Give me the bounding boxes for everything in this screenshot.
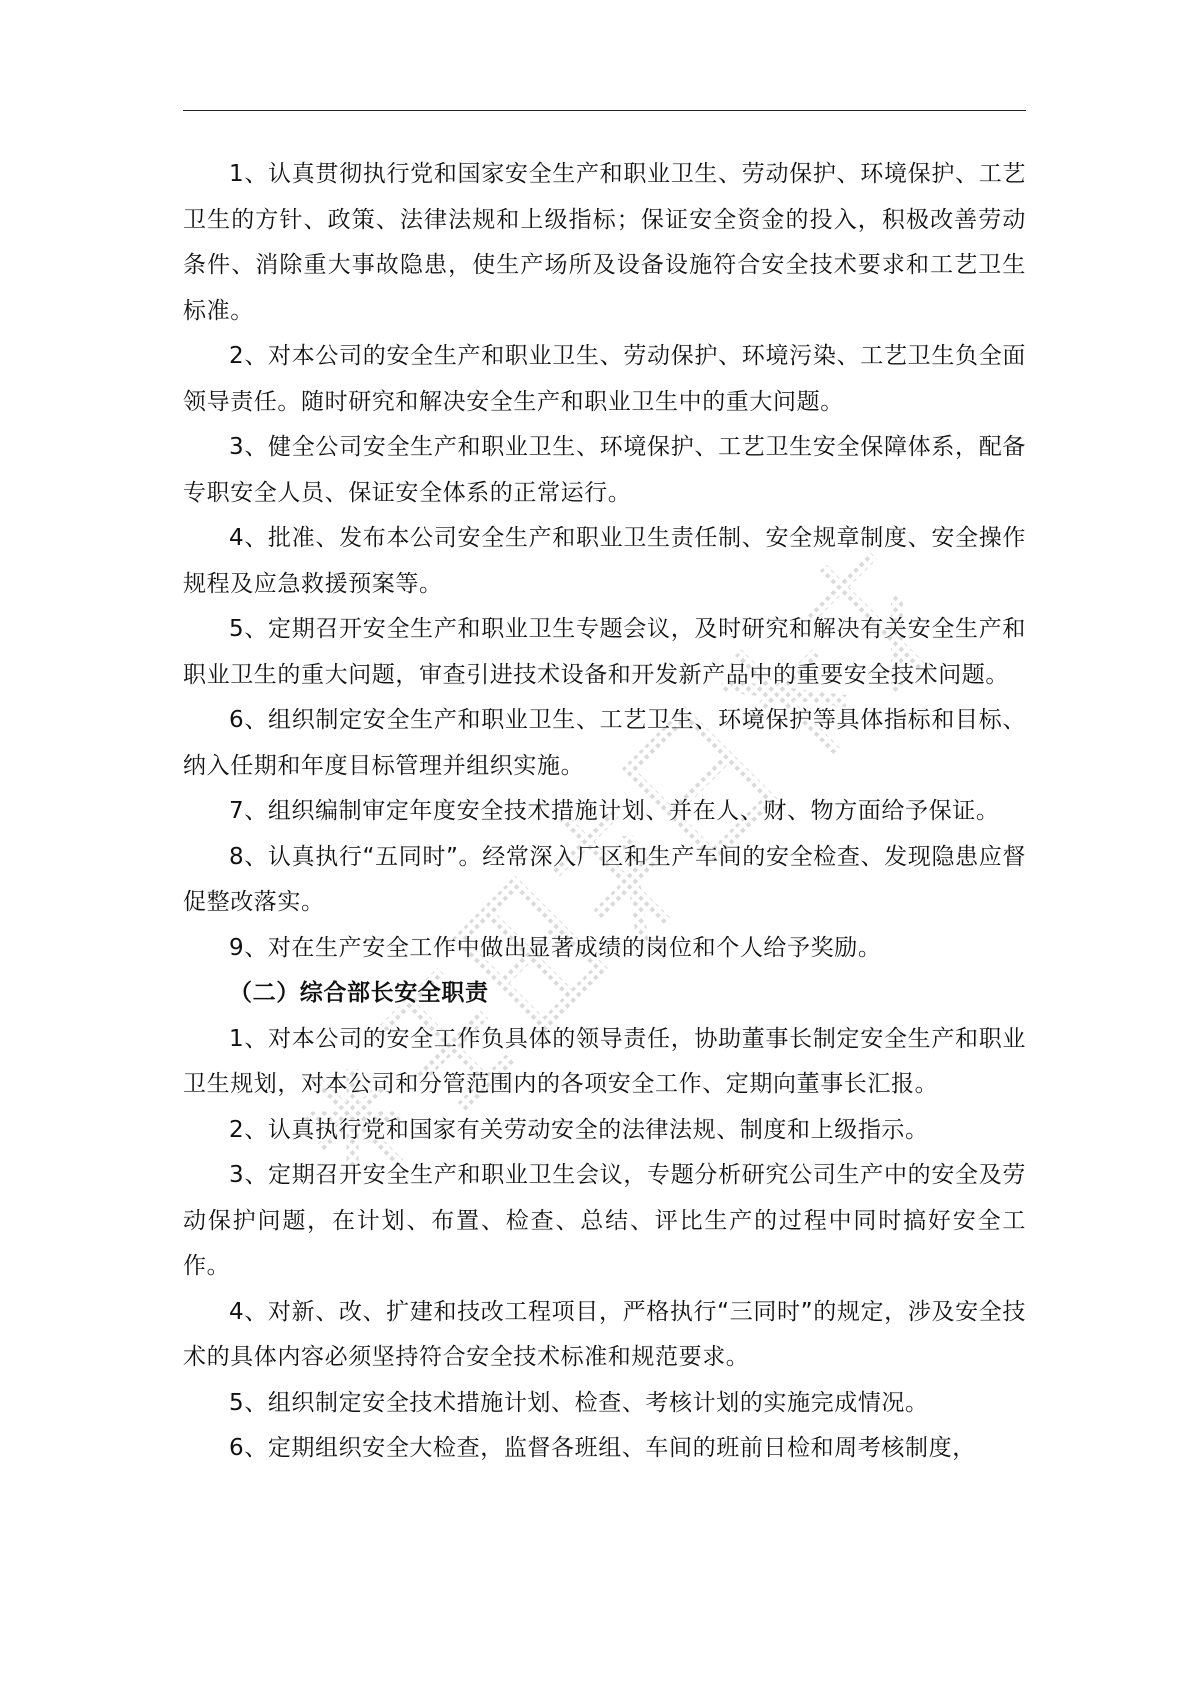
paragraph: 1、认真贯彻执行党和国家安全生产和职业卫生、劳动保护、环境保护、工艺卫生的方针、政策、法律法规和上级指标；保证安全资金的投入，积极改善劳动条件、消除重大事故隐患，使生产场所及设备设施符合安全技术要求和工艺卫生标准。	[183, 161, 1026, 324]
paragraph: 5、定期召开安全生产和职业卫生专题会议，及时研究和解决有关安全生产和职业卫生的重大问题，审查引进技术设备和开发新产品中的重要安全技术问题。	[183, 616, 1026, 688]
paragraph: 3、定期召开安全生产和职业卫生会议，专题分析研究公司生产中的安全及劳动保护问题，在计划、布置、检查、总结、评比生产的过程中同时搞好安全工作。	[183, 1162, 1026, 1279]
paragraph: 1、对本公司的安全工作负具体的领导责任，协助董事长制定安全生产和职业卫生规划，对本公司和分管范围内的各项安全工作、定期向董事长汇报。	[183, 1025, 1026, 1097]
paragraph: 7、组织编制审定年度安全技术措施计划、并在人、财、物方面给予保证。	[229, 798, 1000, 824]
paragraph: 5、组织制定安全技术措施计划、检查、考核计划的实施完成情况。	[229, 1389, 929, 1416]
document-body	[183, 152, 1026, 1472]
paragraph: 2、认真执行党和国家有关劳动安全的法律法规、制度和上级指示。	[229, 1116, 929, 1143]
paragraph: 3、健全公司安全生产和职业卫生、环境保护、工艺卫生安全保障体系，配备专职安全人员、保证安全体系的正常运行。	[183, 434, 1026, 506]
paragraph: 6、定期组织安全大检查，监督各班组、车间的班前日检和周考核制度，	[229, 1435, 976, 1461]
paragraph: 8、认真执行“五同时”。经常深入厂区和生产车间的安全检查、发现隐患应督促整改落实。	[183, 843, 1026, 915]
section-heading: （二）综合部长安全职责	[229, 980, 489, 1006]
header-rule	[183, 110, 1026, 111]
paragraph: 6、组织制定安全生产和职业卫生、工艺卫生、环境保护等具体指标和目标、纳入任期和年度目标管理并组织实施。	[183, 707, 1026, 779]
paragraph: 4、对新、改、扩建和技改工程项目，严格执行“三同时”的规定，涉及安全技术的具体内容必须坚持符合安全技术标准和规范要求。	[183, 1298, 1026, 1370]
paragraph: 2、对本公司的安全生产和职业卫生、劳动保护、环境污染、工艺卫生负全面领导责任。随时研究和解决安全生产和职业卫生中的重大问题。	[183, 343, 1026, 415]
paragraph: 9、对在生产安全工作中做出显著成绩的岗位和个人给予奖励。	[229, 934, 882, 961]
paragraph: 4、批准、发布本公司安全生产和职业卫生责任制、安全规章制度、安全操作规程及应急救援预案等。	[183, 525, 1026, 597]
